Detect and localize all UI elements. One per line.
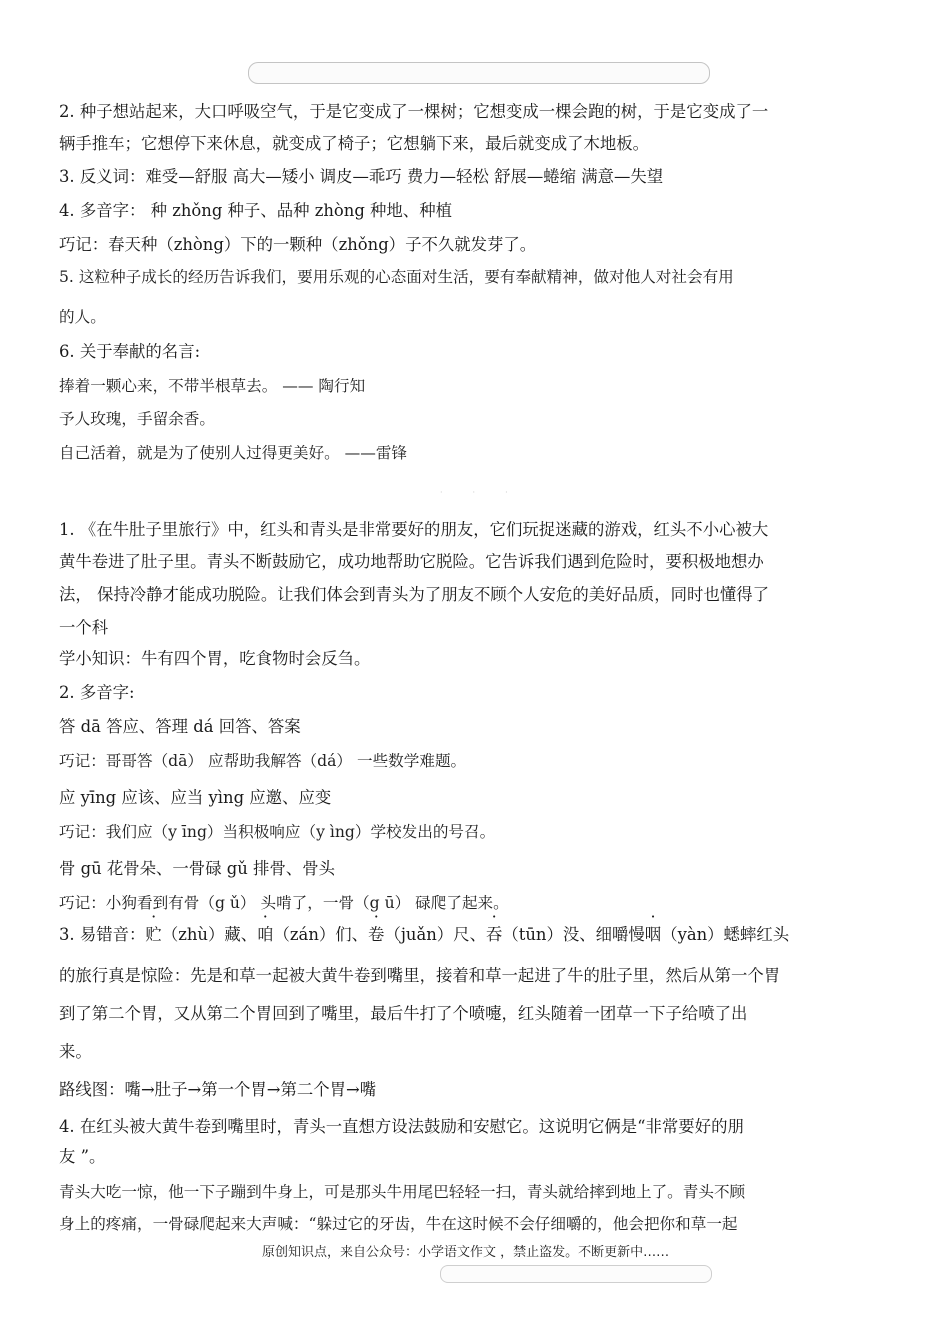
polyphone-gu: 骨 gū 花骨朵、一骨碌 gǔ 排骨、骨头 <box>59 859 336 878</box>
polyphone-ying-tip: 巧记：我们应（y īng）当积极响应（y ìng）学校发出的号召。 <box>59 823 496 841</box>
route-map: 路线图：嘴→肚子→第一个胃→第二个胃→嘴 <box>59 1080 377 1099</box>
polyphone-da-tip: 巧记：哥哥答（dā） 应帮助我解答（dá） 一些数学难题。 <box>59 752 467 770</box>
seed-polyphone: 4. 多音字： 种 zhǒng 种子、品种 zhòng 种地、种植 <box>59 201 452 220</box>
polyphone-gu-tip: 巧记：小狗看到有骨（g ǔ） 头啃了，一骨（g ū） 碌爬了起来。 <box>59 894 509 912</box>
seed-lesson: 5. 这粒种子成长的经历告诉我们，要用乐观的心态面对生活，要有奉献精神，做对他人对社会有用 <box>59 268 734 286</box>
cow-item-1-line-4: 一个科 <box>59 618 109 637</box>
quote-lei-feng: 自己活着，就是为了使别人过得更美好。 ——雷锋 <box>59 444 408 462</box>
quote-tao-xingzhi: 捧着一颗心来，不带半根草去。 —— 陶行知 <box>59 377 366 395</box>
polyphone-da: 答 dā 答应、答理 dá 回答、答案 <box>59 717 301 736</box>
seed-quotes-heading: 6. 关于奉献的名言: <box>59 342 201 361</box>
quote-roses: 予人玫瑰，手留余香。 <box>59 410 215 428</box>
seed-item-2-cont: 辆手推车；它想停下来休息，就变成了椅子；它想躺下来，最后就变成了木地板。 <box>59 134 650 153</box>
top-banner <box>248 62 710 84</box>
seed-polyphone-tip: 巧记：春天种（zhòng）下的一颗种（zhǒng）子不久就发芽了。 <box>59 235 537 254</box>
cow-item-1-line-2: 黄牛卷进了肚子里。青头不断鼓励它，成功地帮助它脱险。它告诉我们遇到危险时，要积极地想办 <box>59 552 764 571</box>
error-pinyin-zhu: （zhù）藏、 <box>161 925 258 944</box>
cow-item-1-line-3: 法， 保持冷静才能成功脱险。让我们体会到青头为了朋友不顾个人安危的美好品质，同时也懂得了 <box>59 585 770 604</box>
error-char-tun: 吞 <box>485 925 503 944</box>
cow-item-4-line-1: 4. 在红头被大黄牛卷到嘴里时，青头一直想方设法鼓励和安慰它。这说明它俩是“非常要好的朋 <box>59 1117 744 1136</box>
faint-separator: ··· <box>440 488 538 497</box>
error-pinyin-tun: （tūn）没、细嚼慢 <box>502 925 645 944</box>
seed-item-2: 2. 种子想站起来，大口呼吸空气，于是它变成了一棵树；它想变成一棵会跑的树，于是它变成了一 <box>59 102 769 121</box>
journey-line-4: 来。 <box>59 1042 92 1061</box>
cow-item-4-line-2: 友 ”。 <box>59 1147 106 1166</box>
cow-polyphone-heading: 2. 多音字: <box>59 683 135 702</box>
error-char-yan: 咽 <box>644 925 662 944</box>
journey-line-2: 的旅行真是惊险：先是和草一起被大黄牛卷到嘴里，接着和草一起进了牛的肚子里，然后从第一个胃 <box>59 966 781 985</box>
excerpt-line-2: 身上的疼痛，一骨碌爬起来大声喊：“躲过它的牙齿，牛在这时候不会仔细嚼的，他会把你和草一起 <box>59 1215 738 1233</box>
cow-item-1-line-1: 1. 《在牛肚子里旅行》中，红头和青头是非常要好的朋友，它们玩捉迷藏的游戏，红头不小心被大 <box>59 520 769 539</box>
seed-antonyms: 3. 反义词：难受—舒服 高大—矮小 调皮—乖巧 费力—轻松 舒展—蜷缩 满意—失望 <box>59 167 664 186</box>
cow-item-1-line-5: 学小知识：牛有四个胃，吃食物时会反刍。 <box>59 649 371 668</box>
polyphone-ying: 应 yīng 应该、应当 yìng 应邀、应变 <box>59 788 332 807</box>
journey-line-3: 到了第二个胃，又从第二个胃回到了嘴里，最后牛打了个喷嚏，红头随着一团草一下子给喷了出 <box>59 1004 748 1023</box>
error-pinyin-juan: （juǎn）尺、 <box>384 925 486 944</box>
error-pinyin-zan: （zán）们、 <box>273 925 369 944</box>
error-prone-label: 3. 易错音： <box>59 925 146 944</box>
seed-lesson-cont: 的人。 <box>59 308 106 326</box>
error-char-zhu: 贮 <box>145 925 162 944</box>
error-char-zan: 咱 <box>257 925 274 944</box>
cow-error-prone <box>59 924 789 946</box>
excerpt-line-1: 青头大吃一惊，他一下子蹦到牛身上，可是那头牛用尾巴轻轻一扫，青头就给摔到地上了。青头不顾 <box>59 1183 746 1201</box>
error-char-juan: 卷 <box>368 925 385 944</box>
error-pinyin-yan: （yàn）蟋蟀红头 <box>661 925 790 944</box>
footer-notice: 原创知识点，来自公众号：小学语文作文 ，禁止盗发。不断更新中…… <box>262 1245 670 1260</box>
bottom-banner <box>440 1265 712 1283</box>
